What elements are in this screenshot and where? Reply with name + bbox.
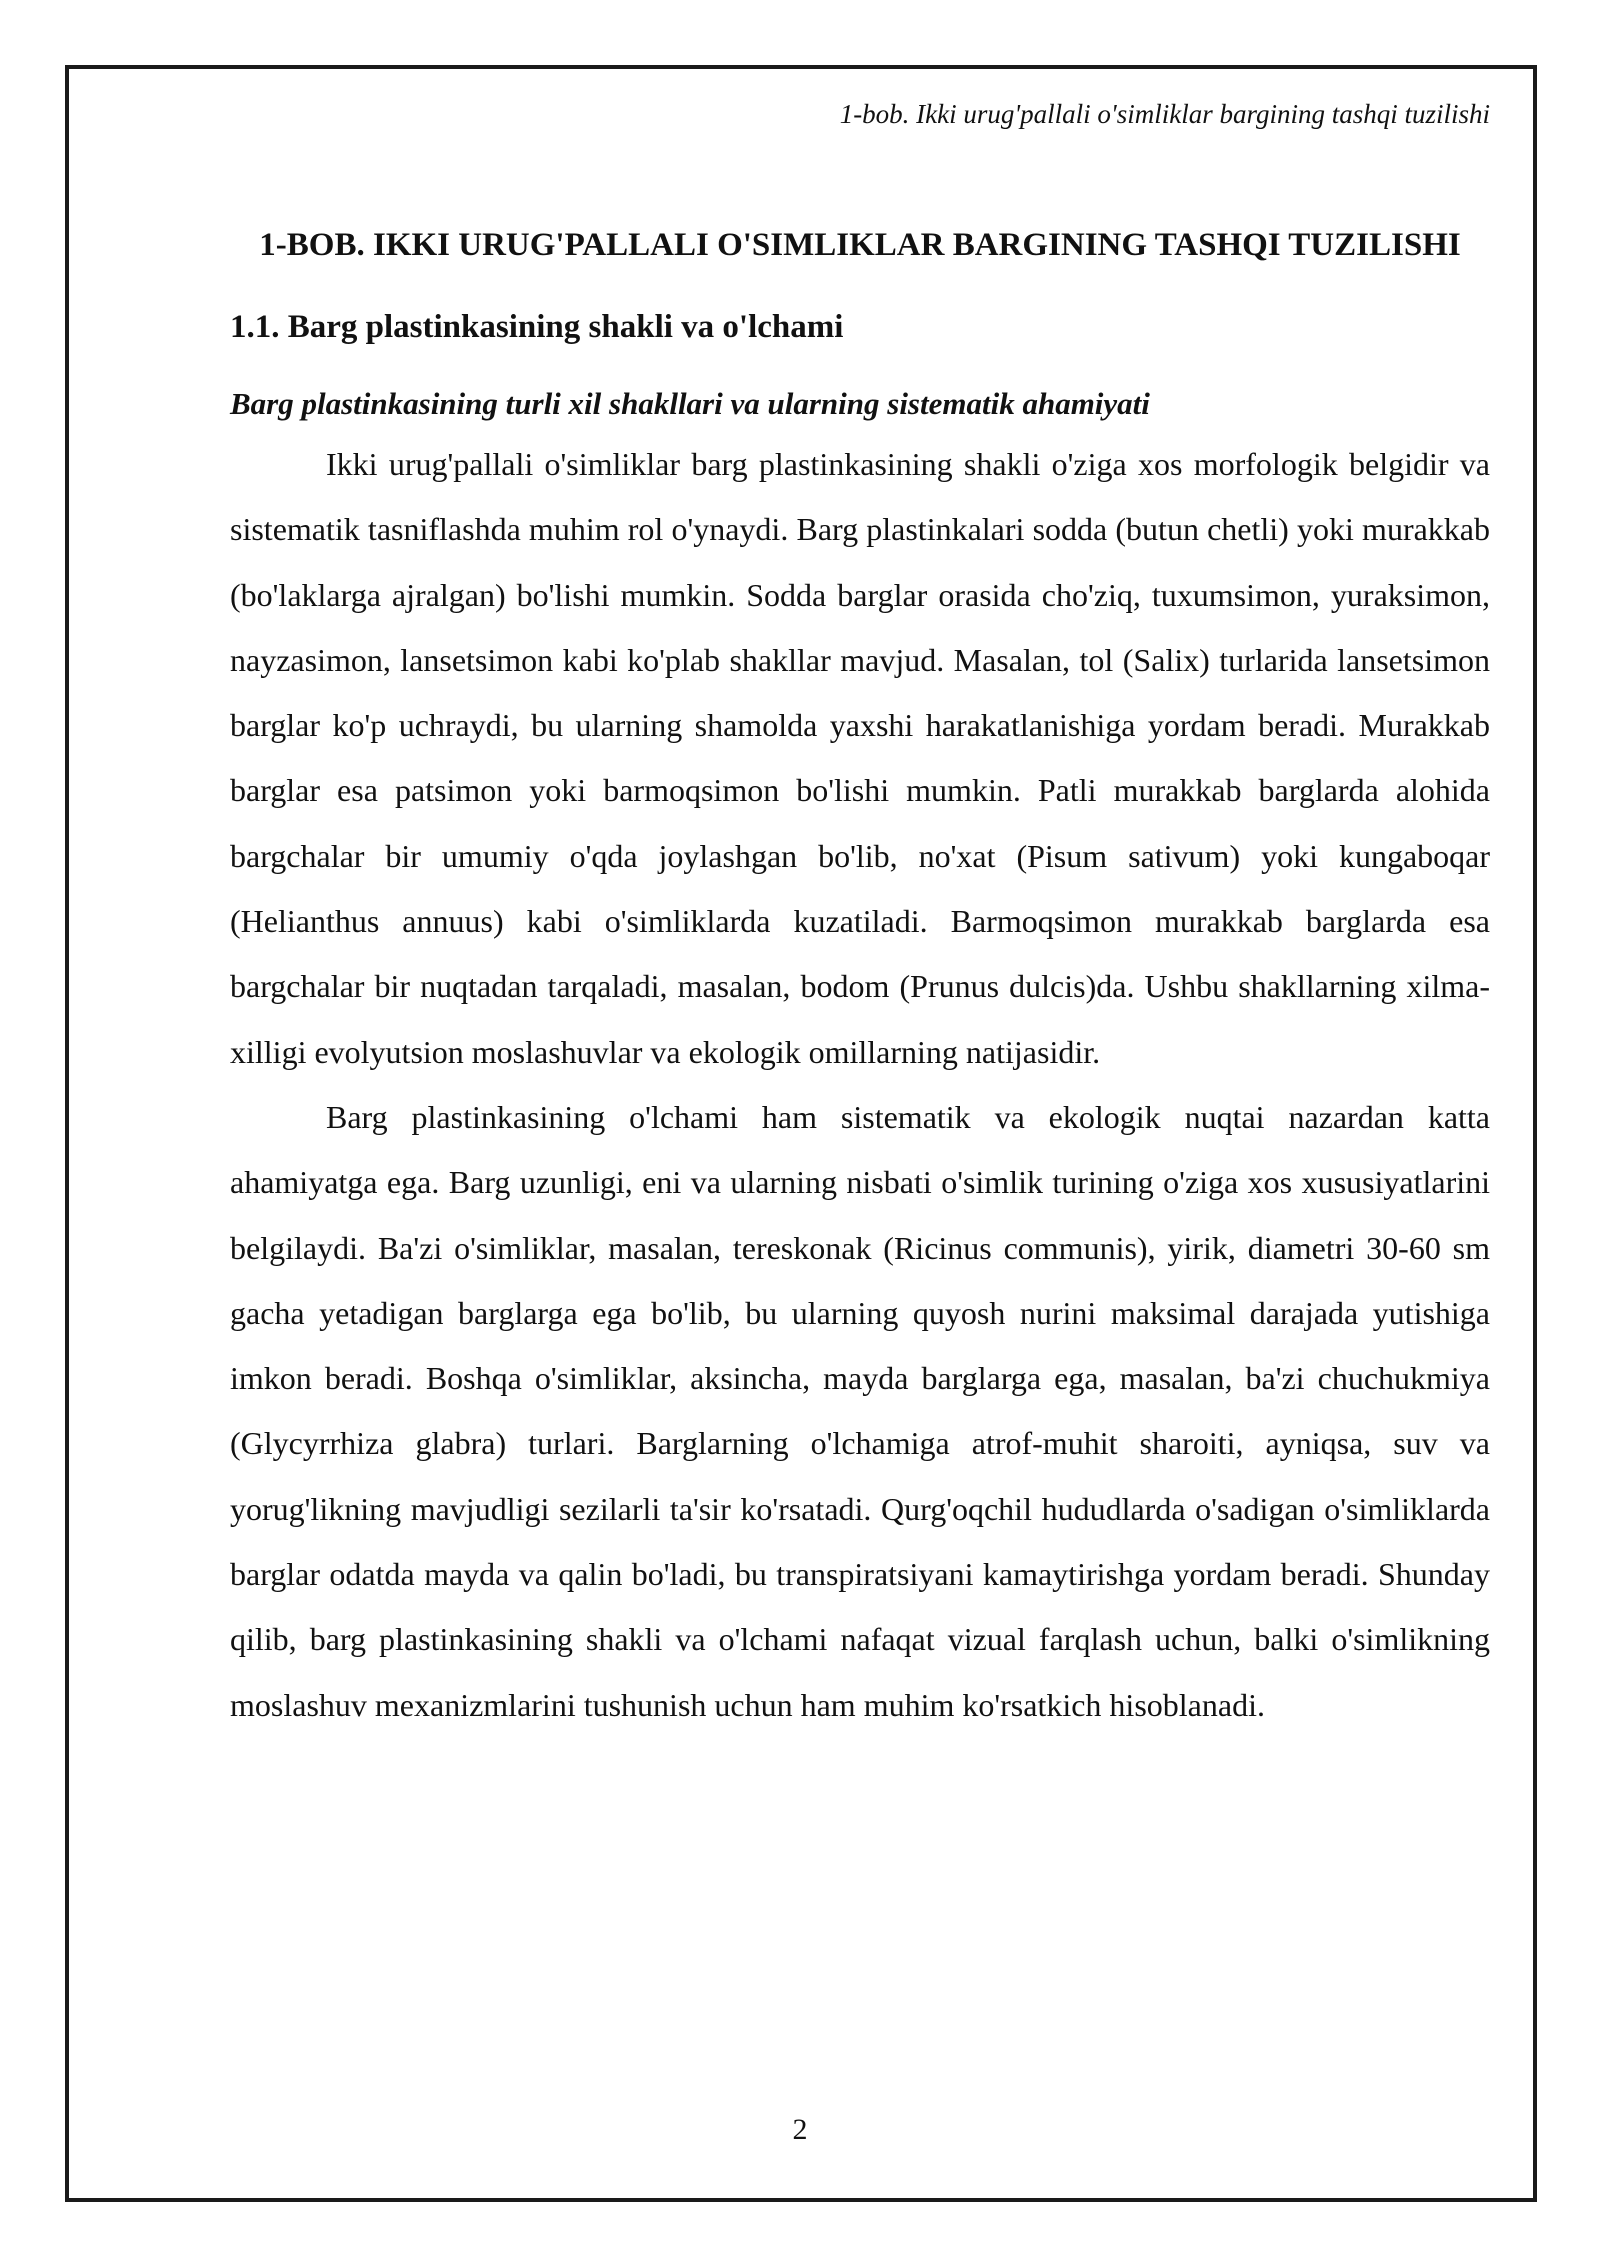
- running-header: 1-bob. Ikki urug'pallali o'simliklar bargining tashqi tuzilishi: [839, 99, 1490, 129]
- section-title: 1.1. Barg plastinkasining shakli va o'lchami: [230, 309, 844, 345]
- subsection-title: Barg plastinkasining turli xil shakllari va ularning sistematik ahamiyati: [230, 386, 1150, 421]
- page-content: [230, 212, 1490, 1738]
- chapter-title: 1-BOB. IKKI URUG'PALLALI O'SIMLIKLAR BARGINING TASHQI TUZILISHI: [259, 227, 1461, 263]
- page-number: 2: [792, 2113, 808, 2146]
- body-paragraph-2: Barg plastinkasining o'lchami ham sistematik va ekologik nuqtai nazardan katta ahamiyatga ega. Barg uzunligi, eni va ularning nisbati o'simlik turining o'ziga xos xususiyatlarini belgilaydi. Ba'zi o'simliklar, masalan, tereskonak (Ricinus communis), yirik, diametri 30-60 sm gacha yetadigan barglarga ega bo'lib, bu ularning quyosh nurini maksimal darajada yutishiga imkon beradi. Boshqa o'simliklar, aksincha, mayda barglarga ega, masalan, ba'zi chuchukmiya (Glycyrrhiza glabra) turlari. Barglarning o'lchamiga atrof-muhit sharoiti, ayniqsa, suv va yorug'likning mavjudligi sezilarli ta'sir ko'rsatadi. Qurg'oqchil hududlarda o'sadigan o'simliklarda barglar odatda mayda va qalin bo'ladi, bu transpiratsiyani kamaytirishga yordam beradi. Shunday qilib, barg plastinkasining shakli va o'lchami nafaqat vizual farqlash uchun, balki o'simlikning moslashuv mexanizmlarini tushunish uchun ham muhim ko'rsatkich hisoblanadi.: [230, 1098, 1490, 1723]
- body-paragraph-1: Ikki urug'pallali o'simliklar barg plastinkasining shakli o'ziga xos morfologik belgidir va sistematik tasniflashda muhim rol o'ynaydi. Barg plastinkalari sodda (butun chetli) yoki murakkab (bo'laklarga ajralgan) bo'lishi mumkin. Sodda barglar orasida cho'ziq, tuxumsimon, yuraksimon, nayzasimon, lansetsimon kabi ko'plab shakllar mavjud. Masalan, tol (Salix) turlarida lansetsimon barglar ko'p uchraydi, bu ularning shamolda yaxshi harakatlanishiga yordam beradi. Murakkab barglar esa patsimon yoki barmoqsimon bo'lishi mumkin. Patli murakkab barglarda alohida bargchalar bir umumiy o'qda joylashgan bo'lib, no'xat (Pisum sativum) yoki kungaboqar (Helianthus annuus) kabi o'simliklarda kuzatiladi. Barmoqsimon murakkab barglarda esa bargchalar bir nuqtadan tarqaladi, masalan, bodom (Prunus dulcis)da. Ushbu shakllarning xilma-xilligi evolyutsion moslashuvlar va ekologik omillarning natijasidir.: [230, 446, 1490, 1070]
